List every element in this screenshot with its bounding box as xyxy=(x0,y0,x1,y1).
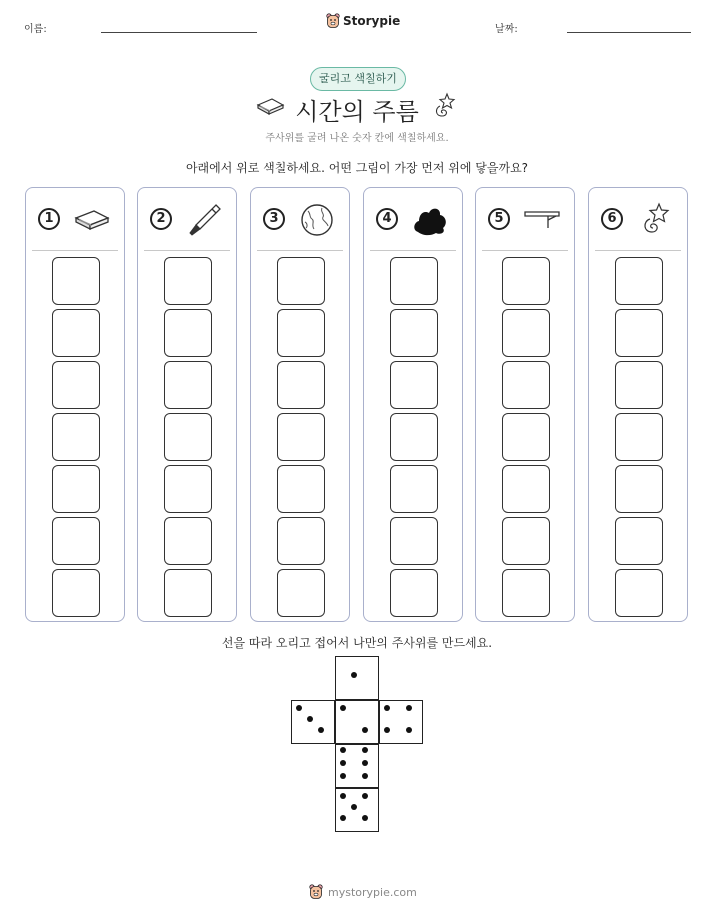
color-cell[interactable] xyxy=(52,309,100,357)
column-header xyxy=(26,188,124,250)
color-cell[interactable] xyxy=(615,517,663,565)
column-1 xyxy=(25,187,125,622)
die-pip xyxy=(384,705,390,711)
date-line xyxy=(567,32,691,33)
column-4 xyxy=(363,187,463,622)
column-number: 1 xyxy=(38,208,60,230)
brand-logo xyxy=(326,13,400,29)
column-divider xyxy=(144,250,230,251)
color-cell[interactable] xyxy=(164,569,212,617)
dice-net-instruction: 선을 따라 오리고 접어서 나만의 주사위를 만드세요. xyxy=(221,636,493,650)
color-cell[interactable] xyxy=(164,413,212,461)
color-cell[interactable] xyxy=(502,257,550,305)
color-cell[interactable] xyxy=(615,465,663,513)
bear-mascot-icon xyxy=(326,13,340,29)
footer-url: mystorypie.com xyxy=(328,885,417,899)
color-cell[interactable] xyxy=(277,569,325,617)
color-cell[interactable] xyxy=(52,517,100,565)
column-divider xyxy=(257,250,343,251)
color-cell[interactable] xyxy=(164,361,212,409)
shooting-star-icon xyxy=(635,202,675,238)
color-cell[interactable] xyxy=(164,517,212,565)
color-cell[interactable] xyxy=(52,569,100,617)
coloring-instruction: 아래에서 위로 색칠하세요. 어떤 그림이 가장 먼저 위에 닿을까요? xyxy=(185,161,529,175)
color-cell[interactable] xyxy=(502,413,550,461)
color-cell[interactable] xyxy=(390,413,438,461)
bear-mascot-icon xyxy=(308,884,324,900)
color-cell[interactable] xyxy=(615,361,663,409)
color-cell[interactable] xyxy=(390,517,438,565)
die-pip xyxy=(351,672,357,678)
column-number: 3 xyxy=(263,208,285,230)
die-pip xyxy=(384,727,390,733)
column-header xyxy=(138,188,236,250)
title-shooting-star-icon xyxy=(432,92,458,120)
date-label: 날짜: xyxy=(495,24,518,35)
column-header xyxy=(251,188,349,250)
color-cell[interactable] xyxy=(164,257,212,305)
color-cell[interactable] xyxy=(52,413,100,461)
die-pip xyxy=(340,793,346,799)
color-cell[interactable] xyxy=(390,361,438,409)
die-face-right xyxy=(379,700,423,744)
color-cell[interactable] xyxy=(502,465,550,513)
column-number: 6 xyxy=(601,208,623,230)
column-divider xyxy=(595,250,681,251)
activity-badge: 굴리고 색칠하기 xyxy=(310,67,406,91)
die-face-lower xyxy=(335,744,379,788)
color-cell[interactable] xyxy=(390,465,438,513)
color-cell[interactable] xyxy=(277,517,325,565)
die-pip xyxy=(340,773,346,779)
color-cell[interactable] xyxy=(277,413,325,461)
column-divider xyxy=(32,250,118,251)
page-title: 시간의 주름 xyxy=(295,98,419,126)
die-pip xyxy=(340,747,346,753)
column-header xyxy=(476,188,574,250)
color-cell[interactable] xyxy=(277,257,325,305)
color-cell[interactable] xyxy=(390,309,438,357)
column-number: 5 xyxy=(488,208,510,230)
die-pip xyxy=(351,804,357,810)
die-pip xyxy=(340,815,346,821)
fountain-pen-icon xyxy=(184,202,224,238)
color-cell[interactable] xyxy=(615,309,663,357)
die-face-left xyxy=(291,700,335,744)
die-face-center xyxy=(335,700,379,744)
die-pip xyxy=(296,705,302,711)
color-cell[interactable] xyxy=(164,465,212,513)
name-line xyxy=(101,32,257,33)
column-divider xyxy=(482,250,568,251)
color-cell[interactable] xyxy=(277,361,325,409)
footer xyxy=(308,884,417,900)
color-cell[interactable] xyxy=(502,569,550,617)
die-pip xyxy=(362,760,368,766)
die-pip xyxy=(406,727,412,733)
color-cell[interactable] xyxy=(52,465,100,513)
shelf-icon xyxy=(522,202,562,238)
color-cell[interactable] xyxy=(615,257,663,305)
column-3 xyxy=(250,187,350,622)
color-cell[interactable] xyxy=(390,569,438,617)
brand-name: Storypie xyxy=(343,14,401,28)
color-cell[interactable] xyxy=(615,413,663,461)
color-cell[interactable] xyxy=(502,517,550,565)
die-pip xyxy=(362,727,368,733)
color-cell[interactable] xyxy=(52,361,100,409)
column-header xyxy=(364,188,462,250)
color-cell[interactable] xyxy=(390,257,438,305)
die-face-bottom xyxy=(335,788,379,832)
column-divider xyxy=(370,250,456,251)
die-pip xyxy=(362,793,368,799)
die-pip xyxy=(318,727,324,733)
name-label: 이름: xyxy=(24,24,47,35)
die-pip xyxy=(340,705,346,711)
color-cell[interactable] xyxy=(277,465,325,513)
column-number: 2 xyxy=(150,208,172,230)
globe-icon xyxy=(297,202,337,238)
die-pip xyxy=(406,705,412,711)
die-pip xyxy=(362,773,368,779)
column-number: 4 xyxy=(376,208,398,230)
color-cell[interactable] xyxy=(164,309,212,357)
color-cell[interactable] xyxy=(502,361,550,409)
color-cell[interactable] xyxy=(277,309,325,357)
book-icon xyxy=(72,202,112,238)
die-pip xyxy=(340,760,346,766)
color-cell[interactable] xyxy=(615,569,663,617)
black-blob-icon xyxy=(410,202,450,238)
subtitle: 주사위를 굴려 나온 숫자 칸에 색칠하세요. xyxy=(265,133,449,144)
die-face-top xyxy=(335,656,379,700)
die-pip xyxy=(307,716,313,722)
color-cell[interactable] xyxy=(52,257,100,305)
die-pip xyxy=(362,747,368,753)
column-2 xyxy=(137,187,237,622)
column-header xyxy=(589,188,687,250)
die-pip xyxy=(362,815,368,821)
color-cell[interactable] xyxy=(502,309,550,357)
column-6 xyxy=(588,187,688,622)
column-5 xyxy=(475,187,575,622)
